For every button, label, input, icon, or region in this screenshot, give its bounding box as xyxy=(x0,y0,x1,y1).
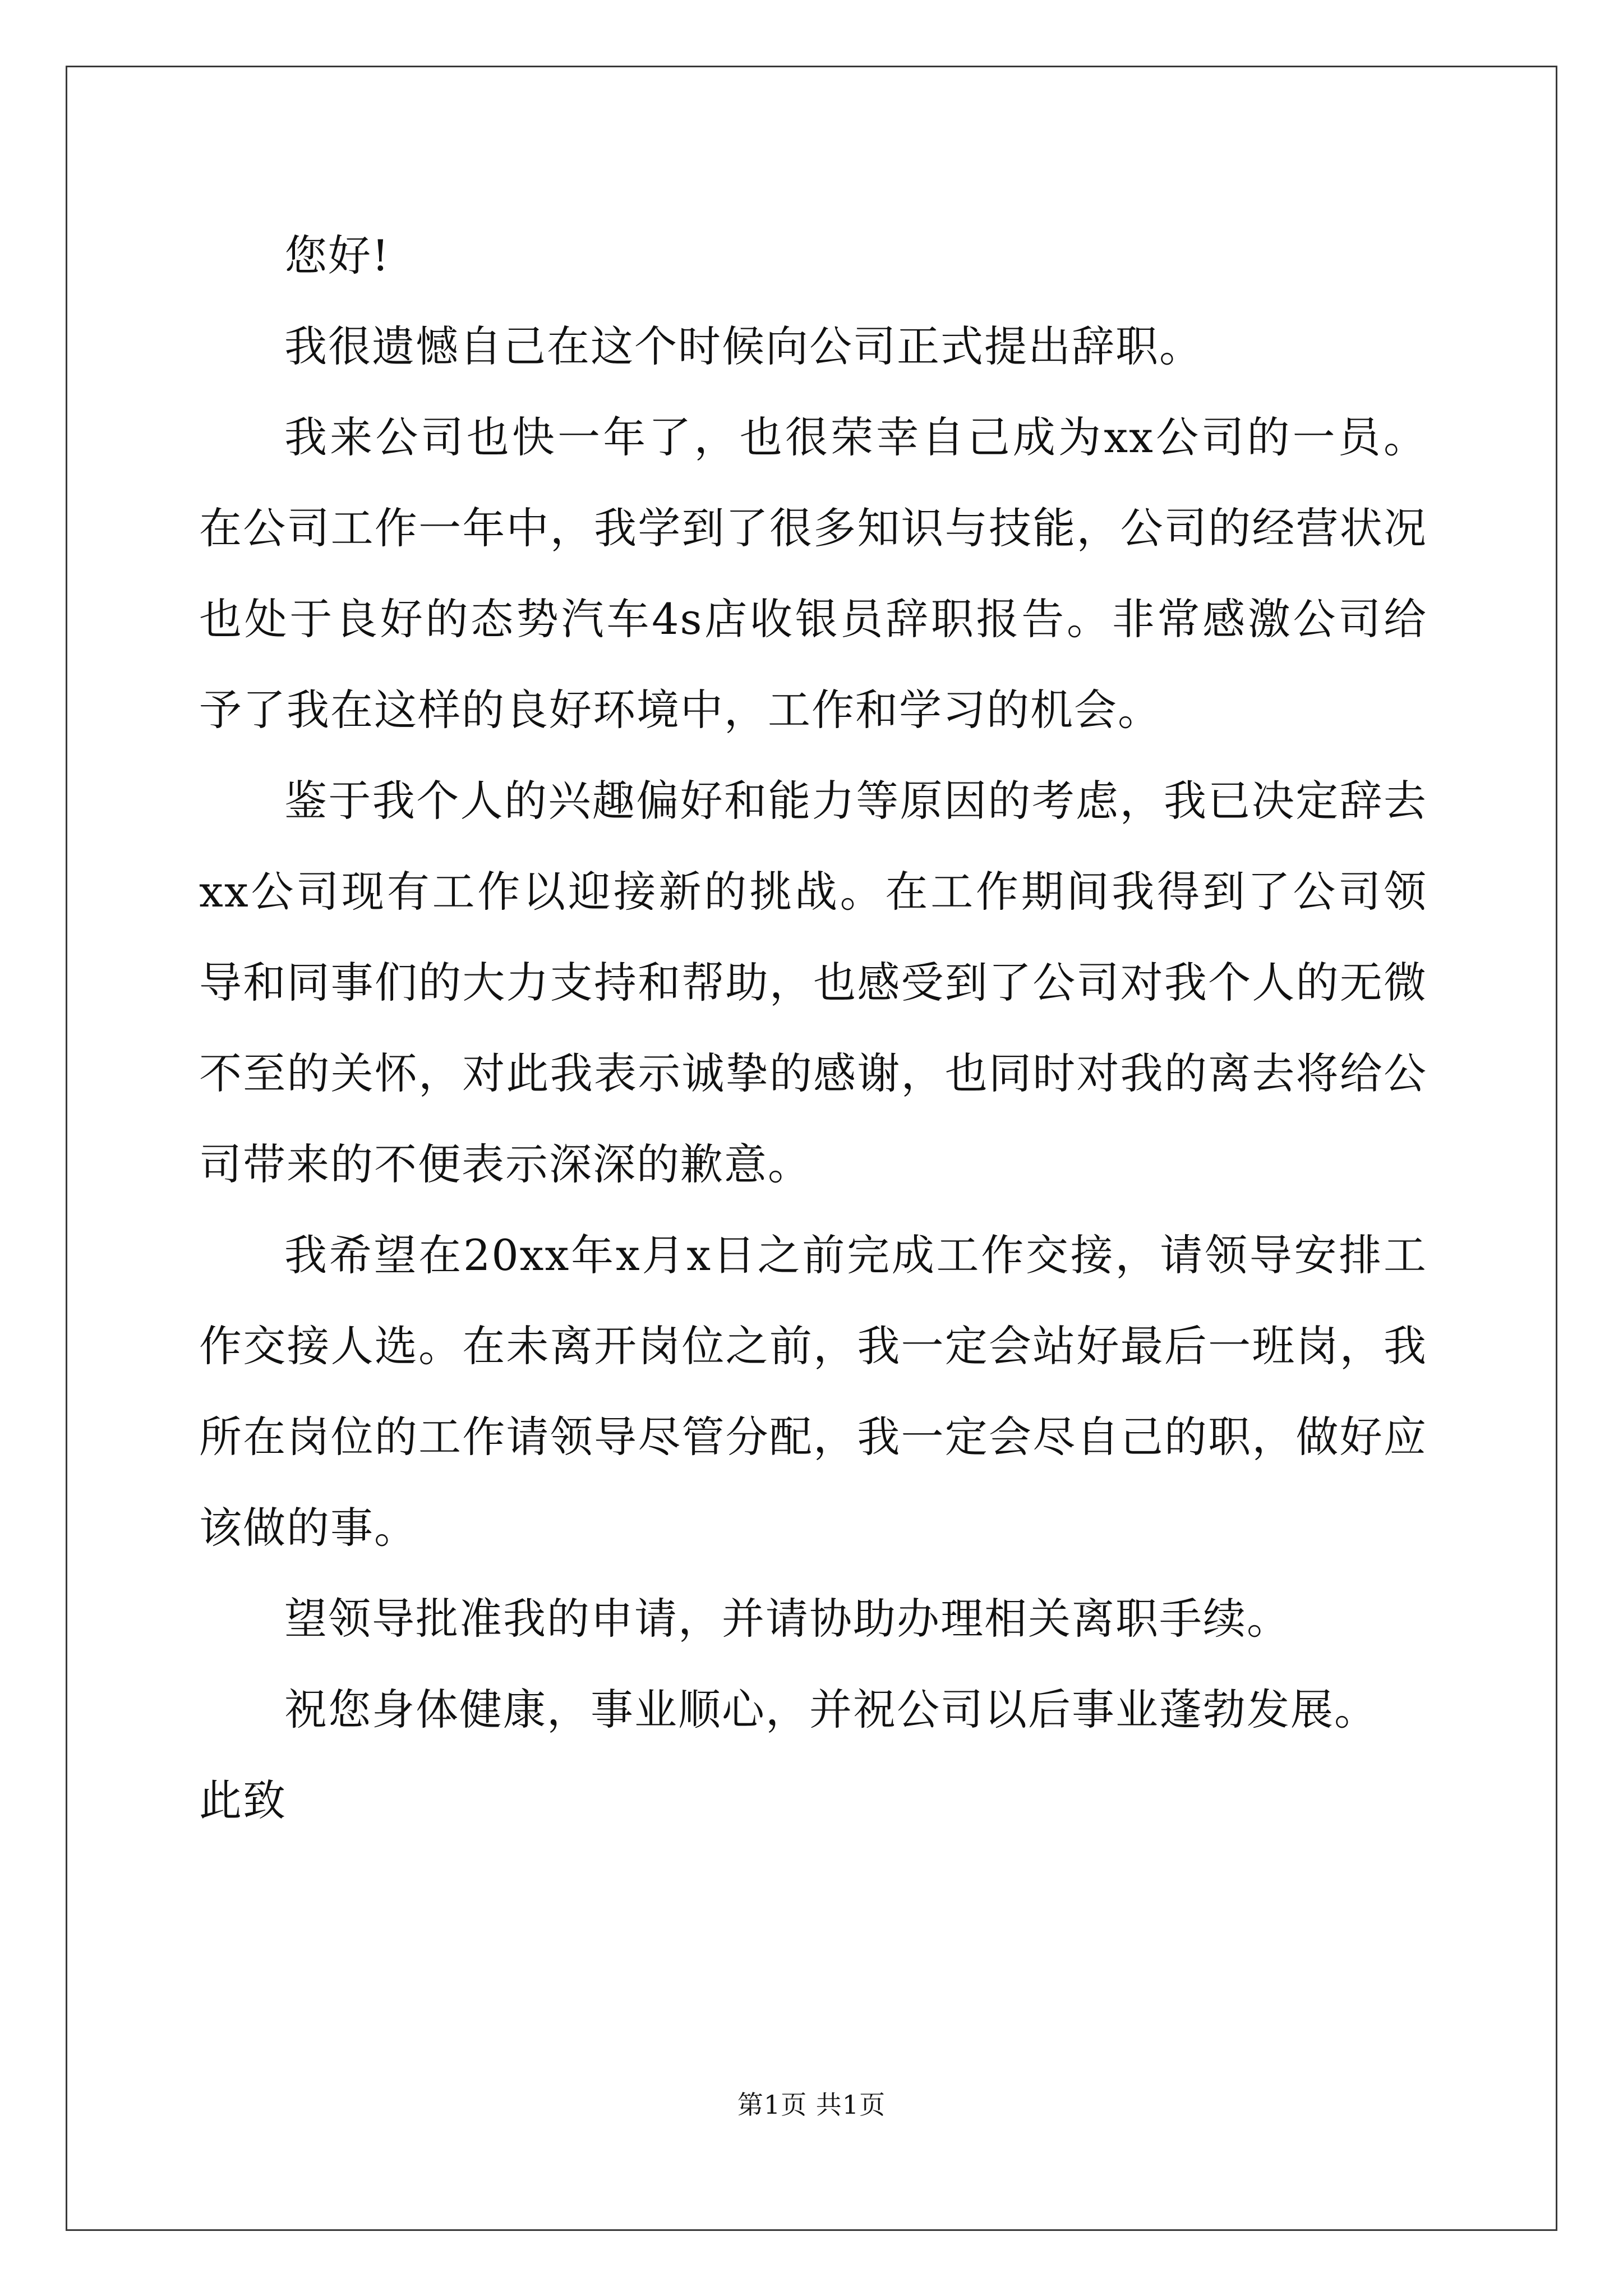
closing: 此致 xyxy=(199,1775,287,1825)
paragraph-2: 我来公司也快一年了，也很荣幸自己成为xx公司的一员。在公司工作一年中，我学到了很多知识与技能，公司的经营状况也处于良好的态势汽车4s店收银员辞职报告。非常感激公司给予了我在这样的良好环境中，工作和学习的机会。 xyxy=(199,412,1427,735)
paragraph-6: 祝您身体健康，事业顺心，并祝公司以后事业蓬勃发展。 xyxy=(284,1685,1378,1734)
paragraph-4: 我希望在20xx年x月x日之前完成工作交接，请领导安排工作交接人选。在未离开岗位之前，我一定会站好最后一班岗，我所在岗位的工作请领导尽管分配，我一定会尽自己的职，做好应该做的事。 xyxy=(199,1230,1427,1553)
paragraph-5: 望领导批准我的申请，并请协助办理相关离职手续。 xyxy=(284,1594,1290,1644)
paragraph-3: 鉴于我个人的兴趣偏好和能力等原因的考虑，我已决定辞去xx公司现有工作以迎接新的挑战。在工作期间我得到了公司领导和同事们的大力支持和帮助，也感受到了公司对我个人的无微不至的关怀，对此我表示诚挚的感谢，也同时对我的离去将给公司带来的不便表示深深的歉意。 xyxy=(199,776,1427,1189)
paragraph-1: 我很遗憾自己在这个时候向公司正式提出辞职。 xyxy=(284,321,1203,371)
greeting: 您好! xyxy=(284,231,390,280)
page-footer: 第1页 共1页 xyxy=(737,2090,886,2120)
document-body xyxy=(199,210,1427,1846)
